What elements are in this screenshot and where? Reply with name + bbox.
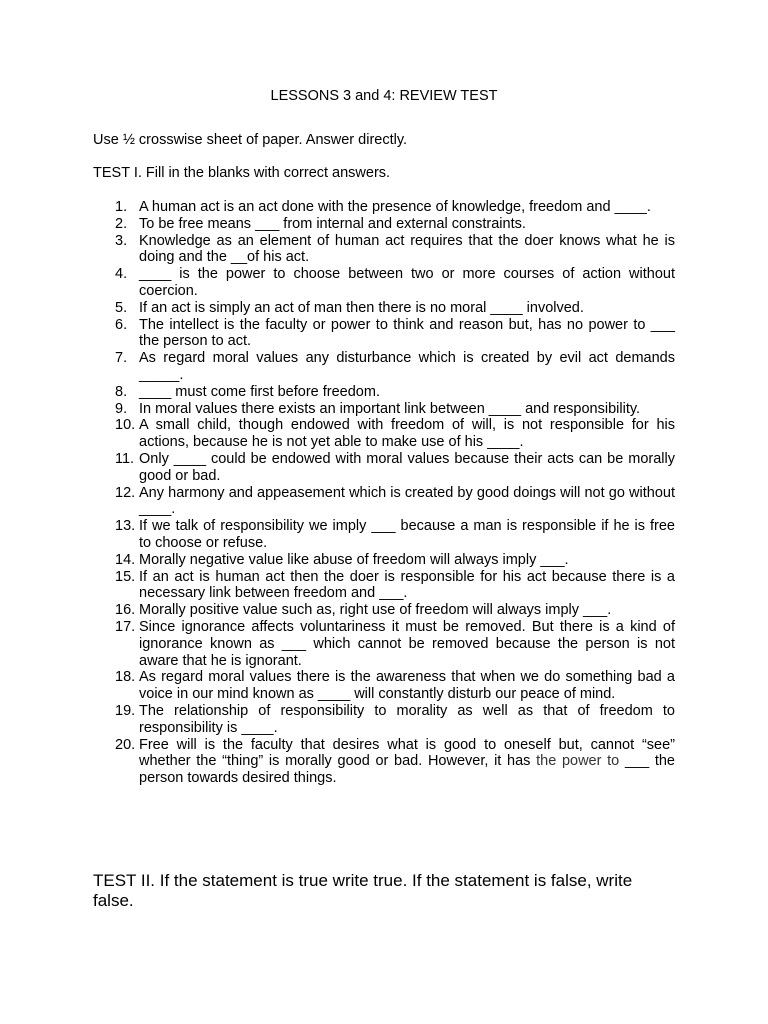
question-number: 17.	[115, 618, 136, 635]
question-text: As regard moral values there is the awareness that when we do something bad a voice in our mind known as ____ will constantly disturb our peace of mind.	[139, 669, 675, 703]
question-item	[93, 451, 675, 485]
question-item	[93, 300, 675, 317]
question-item	[93, 619, 675, 669]
question-item	[93, 317, 675, 351]
question-text: As regard moral values any disturbance which is created by evil act demands _____.	[139, 350, 675, 383]
question-text: In moral values there exists an important link between ____ and responsibility.	[139, 400, 641, 417]
question-number: 13.	[115, 518, 136, 535]
question-item	[93, 417, 675, 451]
question-item	[93, 602, 675, 619]
question-number: 14.	[115, 551, 136, 568]
question-text-before: Free will is the faculty that desires what is good to oneself but, cannot “see” whether the “thing” is morally good or bad. However, it has	[139, 736, 675, 770]
question-item	[93, 669, 675, 703]
question-text: Since ignorance affects voluntariness it must be removed. But there is a kind of ignorance known as ___ which cannot be removed because the person is not aware that he is ignorant.	[139, 618, 675, 669]
question-number: 10.	[115, 417, 136, 434]
question-item	[93, 737, 675, 787]
question-item	[93, 518, 675, 552]
question-item	[93, 233, 675, 267]
question-item	[93, 485, 675, 519]
question-text: ____ must come first before freedom.	[139, 383, 380, 400]
question-text-highlight: the power to	[536, 753, 620, 770]
question-number: 12.	[115, 484, 136, 501]
question-number: 5.	[115, 299, 128, 316]
question-text: Morally negative value like abuse of freedom will always imply ___.	[139, 551, 569, 568]
question-number: 4.	[115, 266, 128, 283]
question-text-after: ___ the person towards desired things.	[139, 753, 675, 787]
question-text: A small child, though endowed with freedom of will, is not responsible for his actions, because he is not yet able to make use of his ____.	[139, 417, 675, 451]
question-text: If an act is simply an act of man then there is no moral ____ involved.	[139, 299, 584, 316]
question-number: 1.	[115, 199, 128, 215]
question-item	[93, 384, 675, 401]
question-number: 8.	[115, 383, 128, 400]
question-number: 9.	[115, 400, 128, 417]
question-number: 11.	[115, 450, 135, 467]
question-item	[93, 401, 675, 418]
question-item	[93, 569, 675, 603]
question-number: 18.	[115, 669, 136, 686]
question-text: ____ is the power to choose between two or more courses of action without coercion.	[139, 266, 675, 299]
test1-question-list	[93, 199, 675, 787]
question-item	[93, 266, 675, 300]
question-item	[93, 703, 675, 737]
question-item	[93, 199, 675, 216]
question-number: 19.	[115, 702, 136, 719]
question-text: If we talk of responsibility we imply ___ because a man is responsible if he is free to choose or refuse.	[139, 518, 675, 551]
question-number: 2.	[115, 215, 128, 232]
question-number: 20.	[115, 736, 136, 753]
test2-heading: TEST II. If the statement is true write true. If the statement is false, write false.	[93, 871, 633, 910]
question-text: The intellect is the faculty or power to think and reason but, has no power to ___ the person to act.	[139, 316, 675, 350]
question-text: Morally positive value such as, right use of freedom will always imply ___.	[139, 602, 612, 619]
instruction-text: Use ½ crosswise sheet of paper. Answer directly.	[93, 132, 408, 148]
question-text: If an act is human act then the doer is responsible for his act because there is a necessary link between freedom and ___.	[139, 568, 675, 602]
page-title: LESSONS 3 and 4: REVIEW TEST	[270, 88, 498, 104]
question-item	[93, 552, 675, 569]
question-number: 15.	[115, 568, 136, 585]
question-text: Only ____ could be endowed with moral values because their acts can be morally good or bad.	[139, 450, 675, 484]
question-text: Knowledge as an element of human act requires that the doer knows what he is doing and the __of his act.	[139, 232, 675, 266]
question-number: 6.	[115, 316, 128, 333]
question-text: Any harmony and appeasement which is created by good doings will not go without ____.	[139, 484, 675, 518]
question-number: 16.	[115, 602, 136, 619]
question-text: The relationship of responsibility to morality as well as that of freedom to responsibility is ____.	[139, 702, 675, 736]
question-number: 7.	[115, 350, 128, 367]
test1-heading: TEST I. Fill in the blanks with correct answers.	[93, 165, 391, 181]
question-text: To be free means ___ from internal and external constraints.	[139, 215, 526, 232]
question-text: A human act is an act done with the presence of knowledge, freedom and ____.	[139, 199, 651, 215]
question-item	[93, 350, 675, 384]
question-number: 3.	[115, 232, 128, 249]
question-item	[93, 216, 675, 233]
